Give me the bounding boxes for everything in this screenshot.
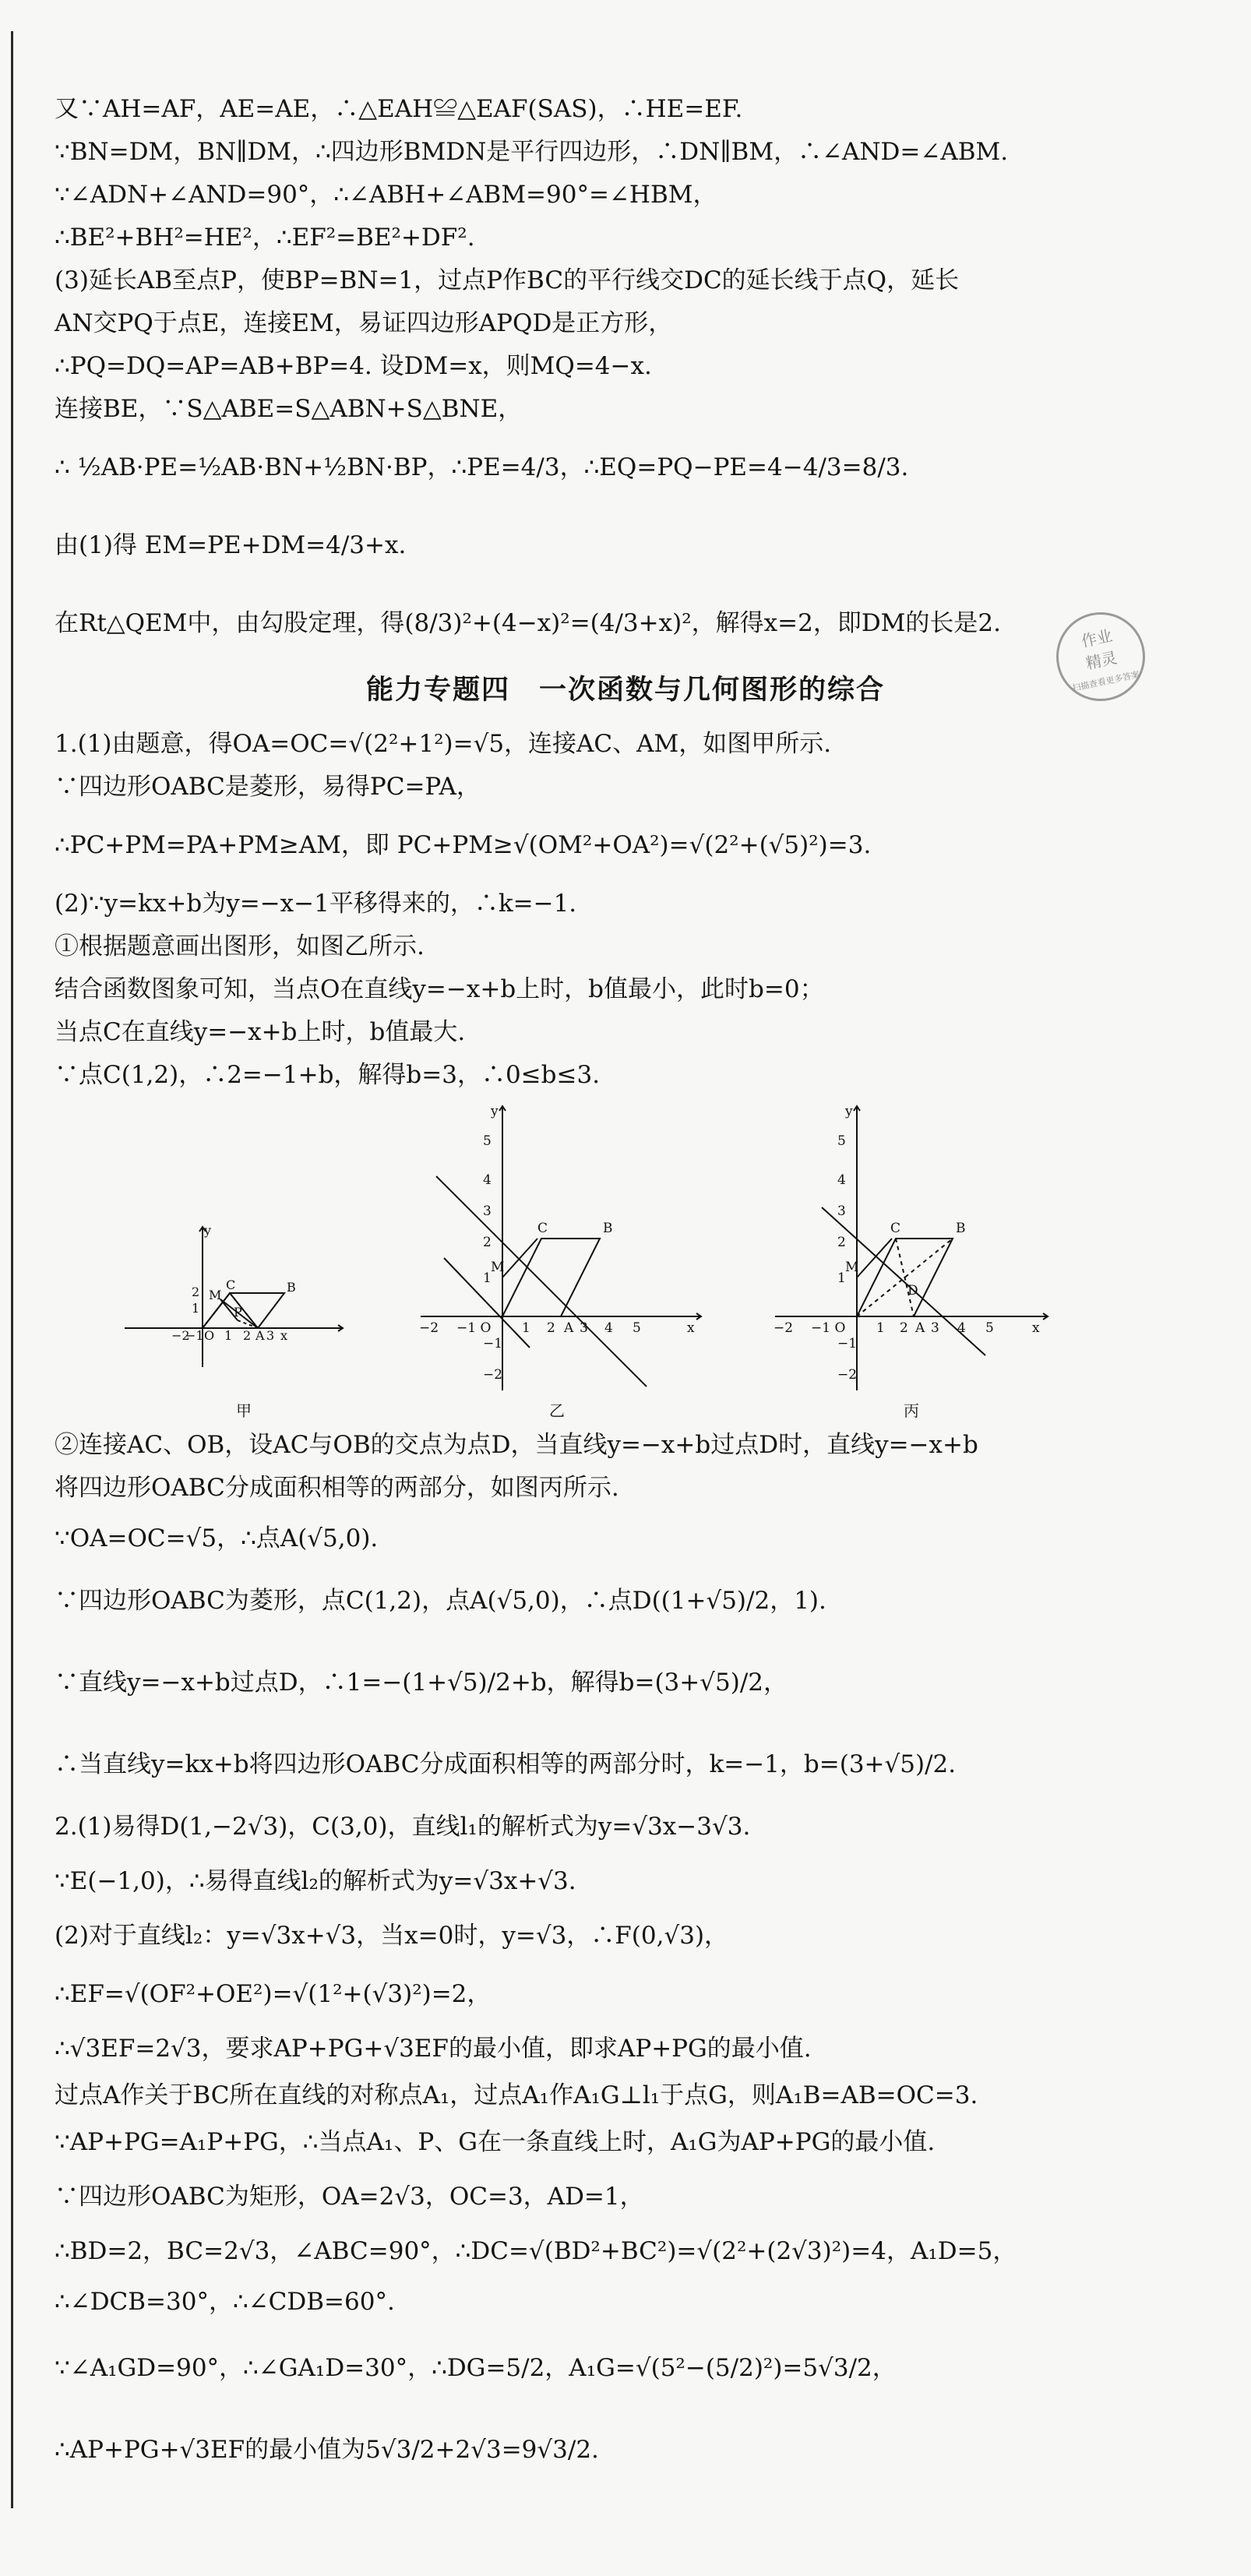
svg-text:B: B xyxy=(603,1221,613,1236)
text-line: 在Rt△QEM中，由勾股定理，得(8/3)²+(4−x)²=(4/3+x)²，解得x=2，即DM的长是2. xyxy=(55,609,1001,637)
text-line: ∵AP+PG=A₁P+PG，∴当点A₁、P、G在一条直线上时，A₁G为AP+PG的最小值. xyxy=(55,2128,936,2156)
text-line: 将四边形OABC分成面积相等的两部分，如图丙所示. xyxy=(55,1474,619,1502)
watermark-stamp: 作业 精灵 扫描查看更多答案 xyxy=(1048,604,1153,709)
svg-text:−2: −2 xyxy=(419,1320,439,1336)
figure-bing xyxy=(767,1098,1055,1394)
svg-text:−1: −1 xyxy=(185,1328,204,1343)
svg-text:C: C xyxy=(890,1221,901,1236)
svg-text:D: D xyxy=(907,1283,918,1299)
svg-text:B: B xyxy=(287,1280,296,1295)
svg-text:2: 2 xyxy=(192,1284,200,1299)
svg-text:2: 2 xyxy=(900,1320,908,1336)
svg-text:A: A xyxy=(564,1320,574,1336)
figure-caption: 乙 xyxy=(549,1401,565,1420)
svg-text:1: 1 xyxy=(876,1320,885,1336)
svg-text:5: 5 xyxy=(483,1133,492,1149)
svg-text:x: x xyxy=(280,1328,288,1343)
svg-text:B: B xyxy=(956,1221,966,1236)
text-line: ∴EF=√(OF²+OE²)=√(1²+(√3)²)=2， xyxy=(55,1980,492,2008)
svg-text:3: 3 xyxy=(580,1320,588,1336)
text-line: ∴当直线y=kx+b将四边形OABC分成面积相等的两部分时，k=−1，b=(3+√5)/2. xyxy=(55,1750,957,1778)
svg-text:3: 3 xyxy=(931,1320,939,1336)
text-line: 结合函数图象可知，当点O在直线y=−x+b上时，b值最小，此时b=0； xyxy=(55,975,824,1003)
text-line: (3)延长AB至点P，使BP=BN=1，过点P作BC的平行线交DC的延长线于点Q，延长 xyxy=(55,266,960,294)
text-line: ∵∠A₁GD=90°，∴∠GA₁D=30°，∴DG=5/2，A₁G=√(5²−(5/2)²)=5√3/2， xyxy=(55,2354,897,2382)
svg-text:5: 5 xyxy=(633,1320,641,1336)
svg-text:4: 4 xyxy=(837,1172,846,1188)
svg-text:C: C xyxy=(226,1277,236,1292)
svg-text:1: 1 xyxy=(522,1320,530,1336)
text-line: 当点C在直线y=−x+b上时，b值最大. xyxy=(55,1018,466,1046)
svg-text:4: 4 xyxy=(957,1320,966,1336)
text-line: 1.(1)由题意，得OA=OC=√(2²+1²)=√5，连接AC、AM，如图甲所示. xyxy=(55,730,832,758)
svg-text:M: M xyxy=(491,1260,505,1275)
text-line: ∴AP+PG+√3EF的最小值为5√3/2+2√3=9√3/2. xyxy=(55,2436,599,2464)
svg-text:C: C xyxy=(537,1221,548,1236)
margin-rule xyxy=(11,31,13,2508)
svg-text:5: 5 xyxy=(837,1133,846,1149)
svg-text:−1 O: −1 O xyxy=(456,1320,492,1336)
svg-text:P: P xyxy=(234,1305,242,1320)
svg-text:x: x xyxy=(687,1320,695,1336)
svg-text:A: A xyxy=(915,1320,925,1336)
text-line: ∵四边形OABC为菱形，点C(1,2)，点A(√5,0)，∴点D((1+√5)/2，1). xyxy=(55,1587,826,1615)
text-line: (2)∵y=kx+b为y=−x−1平移得来的，∴k=−1. xyxy=(55,890,577,918)
text-line: ∵点C(1,2)，∴2=−1+b，解得b=3，∴0≤b≤3. xyxy=(55,1061,601,1089)
svg-text:M: M xyxy=(209,1288,222,1302)
text-line: ∴BD=2，BC=2√3，∠ABC=90°，∴DC=√(BD²+BC²)=√(2²+(2√3)²)=4，A₁D=5， xyxy=(55,2237,1017,2265)
svg-text:−1: −1 xyxy=(837,1336,858,1351)
text-line: ∴√3EF=2√3，要求AP+PG+√3EF的最小值，即求AP+PG的最小值. xyxy=(55,2035,812,2063)
svg-text:−2: −2 xyxy=(774,1320,794,1336)
svg-text:y: y xyxy=(491,1104,499,1119)
text-line: (2)对于直线l₂：y=√3x+√3，当x=0时，y=√3，∴F(0,√3)， xyxy=(55,1922,729,1950)
text-line: ∵直线y=−x+b过点D，∴1=−(1+√5)/2+b，解得b=(3+√5)/2， xyxy=(55,1669,788,1697)
svg-text:2: 2 xyxy=(483,1235,492,1250)
svg-text:−1: −1 xyxy=(483,1336,503,1351)
svg-text:−1 O: −1 O xyxy=(811,1320,846,1336)
text-line: 由(1)得 EM=PE+DM=4/3+x. xyxy=(55,531,407,559)
svg-text:3: 3 xyxy=(837,1203,846,1219)
text-line: ∵∠ADN+∠AND=90°，∴∠ABH+∠ABM=90°=∠HBM， xyxy=(55,181,717,209)
svg-text:3: 3 xyxy=(266,1328,275,1343)
text-line: 2.(1)易得D(1,−2√3)，C(3,0)，直线l₁的解析式为y=√3x−3√3. xyxy=(55,1813,751,1841)
text-line: 过点A作关于BC所在直线的对称点A₁，过点A₁作A₁G⊥l₁于点G，则A₁B=AB=OC=3. xyxy=(55,2081,978,2109)
svg-text:x: x xyxy=(1032,1320,1040,1336)
svg-text:−2: −2 xyxy=(837,1367,858,1383)
svg-text:2: 2 xyxy=(243,1328,252,1343)
text-line: 连接BE，∵S△ABE=S△ABN+S△BNE， xyxy=(55,395,523,423)
svg-text:5: 5 xyxy=(985,1320,994,1336)
svg-text:A: A xyxy=(255,1328,265,1343)
svg-text:2: 2 xyxy=(547,1320,555,1336)
svg-text:y: y xyxy=(204,1223,212,1238)
svg-text:M: M xyxy=(845,1260,859,1275)
text-line: 又∵AH=AF，AE=AE，∴△EAH≌△EAF(SAS)，∴HE=EF. xyxy=(55,95,743,123)
svg-text:O: O xyxy=(204,1328,215,1343)
svg-text:4: 4 xyxy=(483,1172,492,1188)
svg-text:3: 3 xyxy=(483,1203,492,1219)
figure-yi xyxy=(413,1098,709,1394)
svg-text:2: 2 xyxy=(837,1235,846,1250)
text-line: ∵四边形OABC为矩形，OA=2√3，OC=3，AD=1， xyxy=(55,2183,644,2211)
text-line: ∴ ½AB·PE=½AB·BN+½BN·BP，∴PE=4/3，∴EQ=PQ−PE=4−4/3=8/3. xyxy=(55,453,909,481)
text-line: ∴PQ=DQ=AP=AB+BP=4. 设DM=x，则MQ=4−x. xyxy=(55,352,652,380)
text-line: ∵四边形OABC是菱形，易得PC=PA， xyxy=(55,773,481,801)
svg-text:1: 1 xyxy=(837,1270,846,1286)
text-line: AN交PQ于点E，连接EM，易证四边形APQD是正方形， xyxy=(55,309,673,337)
svg-text:1: 1 xyxy=(224,1328,233,1343)
svg-text:y: y xyxy=(845,1104,853,1119)
figure-caption: 甲 xyxy=(236,1401,252,1420)
svg-text:4: 4 xyxy=(604,1320,613,1336)
text-line: ∵BN=DM，BN∥DM，∴四边形BMDN是平行四边形，∴DN∥BM，∴∠AND=∠ABM. xyxy=(55,138,1009,166)
svg-text:1: 1 xyxy=(483,1270,492,1286)
text-line: ∴∠DCB=30°，∴∠CDB=60°. xyxy=(55,2288,395,2316)
text-line: ①根据题意画出图形，如图乙所示. xyxy=(55,932,425,960)
figure-caption: 丙 xyxy=(904,1401,919,1420)
text-line: ∴PC+PM=PA+PM≥AM，即 PC+PM≥√(OM²+OA²)=√(2²+(√5)²)=3. xyxy=(55,831,872,859)
svg-text:−2: −2 xyxy=(483,1367,503,1383)
text-line: ∵E(−1,0)，∴易得直线l₂的解析式为y=√3x+√3. xyxy=(55,1867,576,1895)
svg-text:−2: −2 xyxy=(171,1328,190,1343)
text-line: ②连接AC、OB，设AC与OB的交点为点D，当直线y=−x+b过点D时，直线y=−x+b xyxy=(55,1431,978,1459)
text-line: ∵OA=OC=√5，∴点A(√5,0). xyxy=(55,1524,379,1552)
section-title: 能力专题四 一次函数与几何图形的综合 xyxy=(365,675,885,706)
figure-jia xyxy=(117,1215,351,1371)
text-line: ∴BE²+BH²=HE²，∴EF²=BE²+DF². xyxy=(55,224,475,252)
svg-text:1: 1 xyxy=(192,1301,200,1316)
